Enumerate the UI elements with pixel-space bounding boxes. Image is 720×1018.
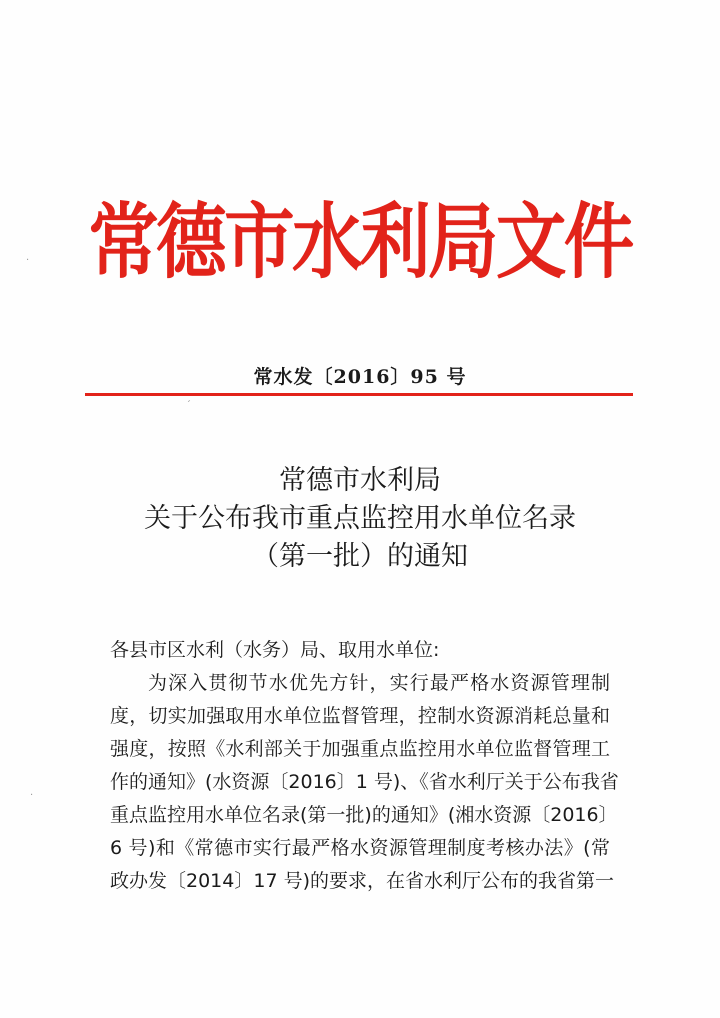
red-divider-line <box>85 393 633 396</box>
body-line: 强度，按照《水利部关于加强重点监控用水单位监督管理工 <box>110 738 610 760</box>
salutation: 各县市区水利（水务）局、取用水单位: <box>110 639 440 661</box>
title-line-1: 常德市水利局 <box>279 465 441 496</box>
scan-speck: ˊ <box>186 400 191 411</box>
notice-body <box>110 634 619 898</box>
scan-speck: · <box>26 255 30 266</box>
body-line: 6 号)和《常德市实行最严格水资源管理制度考核办法》(常 <box>110 837 610 859</box>
notice-title <box>0 462 720 576</box>
body-line: 为深入贯彻节水优先方针，实行最严格水资源管理制 <box>148 672 610 694</box>
body-line: 重点监控用水单位名录(第一批)的通知》(湘水资源〔2016〕 <box>110 804 618 826</box>
scan-speck: · <box>30 790 34 801</box>
title-line-2: 关于公布我市重点监控用水单位名录 <box>144 503 576 534</box>
body-line: 政办发〔2014〕17 号)的要求，在省水利厅公布的我省第一 <box>110 870 614 892</box>
document-number: 常水发〔2016〕95 号 <box>253 366 467 388</box>
masthead-title: 常德市水利局文件 <box>88 194 632 290</box>
body-line: 作的通知》(水资源〔2016〕1 号)、《省水利厅关于公布我省 <box>110 771 619 793</box>
title-line-3: （第一批）的通知 <box>252 541 468 572</box>
body-line: 度，切实加强取用水单位监督管理，控制水资源消耗总量和 <box>110 705 610 727</box>
